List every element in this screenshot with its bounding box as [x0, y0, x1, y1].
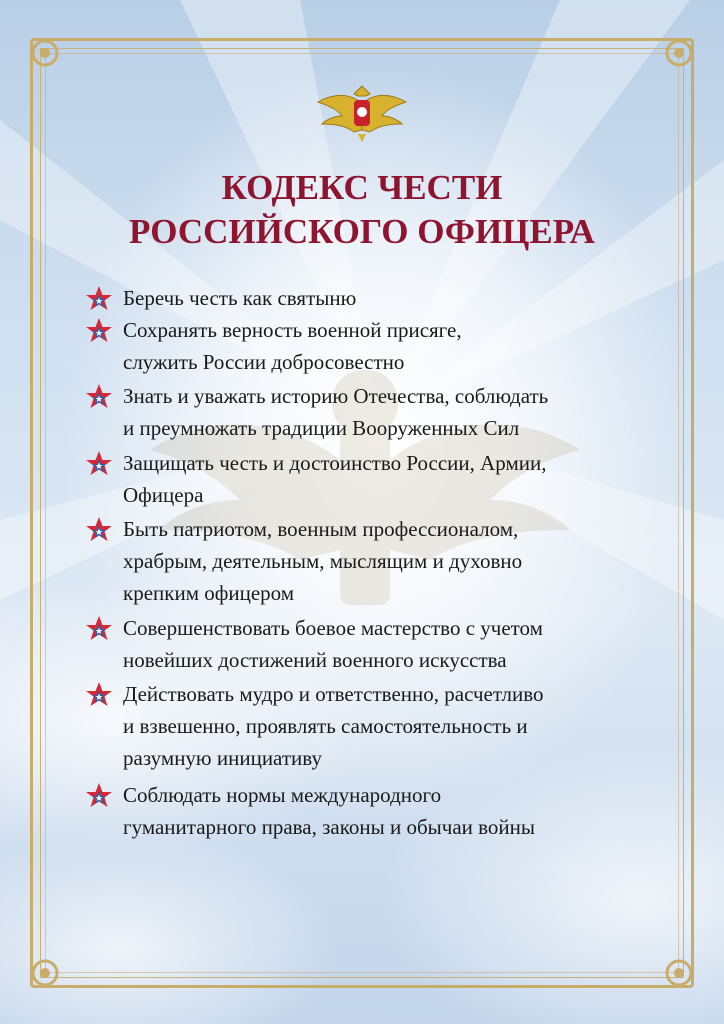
list-item-text: разумную инициативу [123, 746, 322, 770]
list-item-text: и взвешенно, проявлять самостоятельность и [123, 714, 528, 738]
page-title-line-1: КОДЕКС ЧЕСТИ [221, 168, 503, 207]
list-item-text: Соблюдать нормы международного [123, 783, 442, 807]
frame-corner-ornament-icon [656, 950, 702, 996]
list-item-text: Сохранять верность военной присяге, [123, 318, 462, 342]
armed-forces-star-icon [84, 285, 114, 311]
list-item-text: Беречь честь как святыню [123, 286, 357, 310]
list-item-text: Офицера [123, 483, 204, 507]
double-headed-eagle-emblem-icon [316, 84, 408, 144]
armed-forces-star-icon [84, 317, 114, 343]
list-item-text: Быть патриотом, военным профессионалом, [123, 517, 519, 541]
list-item-text: храбрым, деятельным, мыслящим и духовно [123, 549, 523, 573]
list-item-text: и преумножать традиции Вооруженных Сил [123, 416, 520, 440]
armed-forces-star-icon [84, 383, 114, 409]
armed-forces-star-icon [84, 450, 114, 476]
list-item-text: Совершенствовать боевое мастерство с учетом [123, 616, 543, 640]
list-item-text: Действовать мудро и ответственно, расчетливо [123, 682, 544, 706]
armed-forces-star-icon [84, 516, 114, 542]
list-item-text: гуманитарного права, законы и обычаи войны [123, 815, 535, 839]
armed-forces-star-icon [84, 681, 114, 707]
list-item-text: Защищать честь и достоинство России, Армии, [123, 451, 547, 475]
list-item-text: крепким офицером [123, 581, 295, 605]
list-item-text: служить России добросовестно [123, 350, 405, 374]
frame-corner-ornament-icon [656, 30, 702, 76]
page-title-line-2: РОССИЙСКОГО ОФИЦЕРА [129, 212, 595, 251]
armed-forces-star-icon [84, 615, 114, 641]
frame-corner-ornament-icon [22, 30, 68, 76]
frame-corner-ornament-icon [22, 950, 68, 996]
list-item-text: Знать и уважать историю Отечества, соблюдать [123, 384, 549, 408]
list-item-text: новейших достижений военного искусства [123, 648, 507, 672]
armed-forces-star-icon [84, 782, 114, 808]
